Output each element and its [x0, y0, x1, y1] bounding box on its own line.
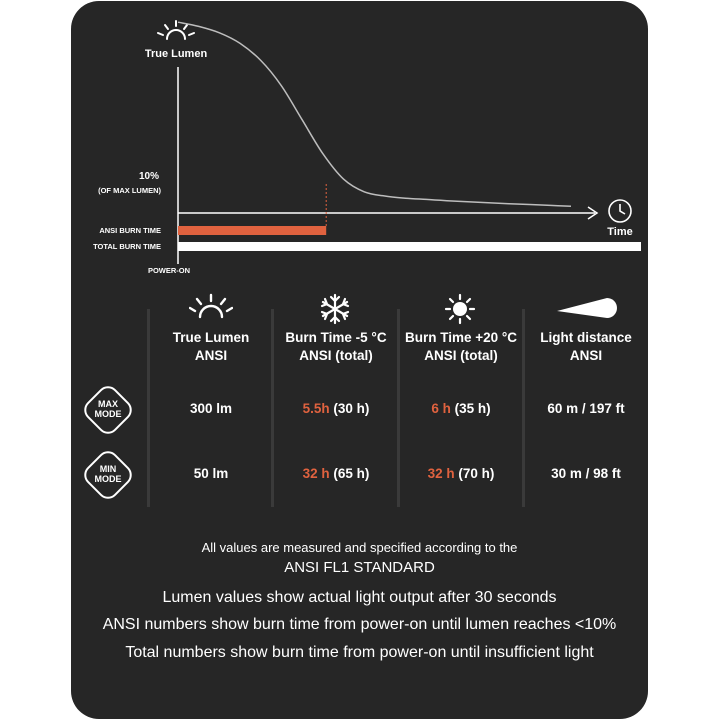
min-lumen: 50 lm — [193, 466, 229, 481]
header-true-lumen: True Lumen ANSI — [172, 330, 250, 363]
y-marker-sublabel: (OF MAX LUMEN) — [98, 186, 161, 195]
ansi-bar-label: ANSI BURN TIME — [99, 226, 161, 235]
burn-time-chart — [71, 1, 648, 291]
header-burn-cold: Burn Time -5 °C ANSI (total) — [285, 330, 387, 363]
sunburst-icon — [189, 291, 233, 321]
total-bar-label: TOTAL BURN TIME — [93, 242, 161, 251]
max-distance: 60 m / 197 ft — [547, 401, 625, 416]
snowflake-icon — [319, 293, 351, 325]
ansi-burn-bar — [178, 226, 326, 235]
header-light-distance: Light distance ANSI — [540, 330, 632, 363]
footer-note-total: Total numbers show burn time from power-on until insufficient light — [125, 644, 594, 661]
y-axis-label: True Lumen — [144, 48, 208, 60]
footer-note-ansi: ANSI numbers show burn time from power-on until lumen reaches <10% — [102, 616, 617, 633]
footer-note-lumen: Lumen values show actual light output after 30 seconds — [162, 589, 557, 606]
y-marker-label: 10% — [138, 171, 159, 182]
light-beam-icon — [555, 295, 621, 321]
clock-icon — [609, 200, 631, 222]
max-burn-cold: 5.5h (30 h) — [302, 401, 370, 416]
x-axis-label: Time — [607, 226, 633, 238]
total-burn-bar — [178, 242, 641, 251]
sun-icon — [444, 293, 476, 325]
min-burn-cold: 32 h (65 h) — [302, 466, 370, 481]
power-on-label: POWER-ON — [147, 266, 191, 275]
max-lumen: 300 lm — [189, 401, 233, 416]
max-burn-warm: 6 h (35 h) — [431, 401, 491, 416]
footer-measurement-note: All values are measured and specified according to the — [201, 540, 518, 555]
header-burn-warm: Burn Time +20 °C ANSI (total) — [404, 330, 518, 363]
lumen-curve — [178, 22, 571, 206]
footer-standard: ANSI FL1 STANDARD — [284, 559, 435, 576]
min-burn-warm: 32 h (70 h) — [427, 466, 495, 481]
max-mode-label: MAX MODE — [94, 399, 122, 419]
min-distance: 30 m / 98 ft — [551, 466, 621, 481]
spec-card — [71, 1, 648, 719]
min-mode-label: MIN MODE — [94, 464, 122, 484]
